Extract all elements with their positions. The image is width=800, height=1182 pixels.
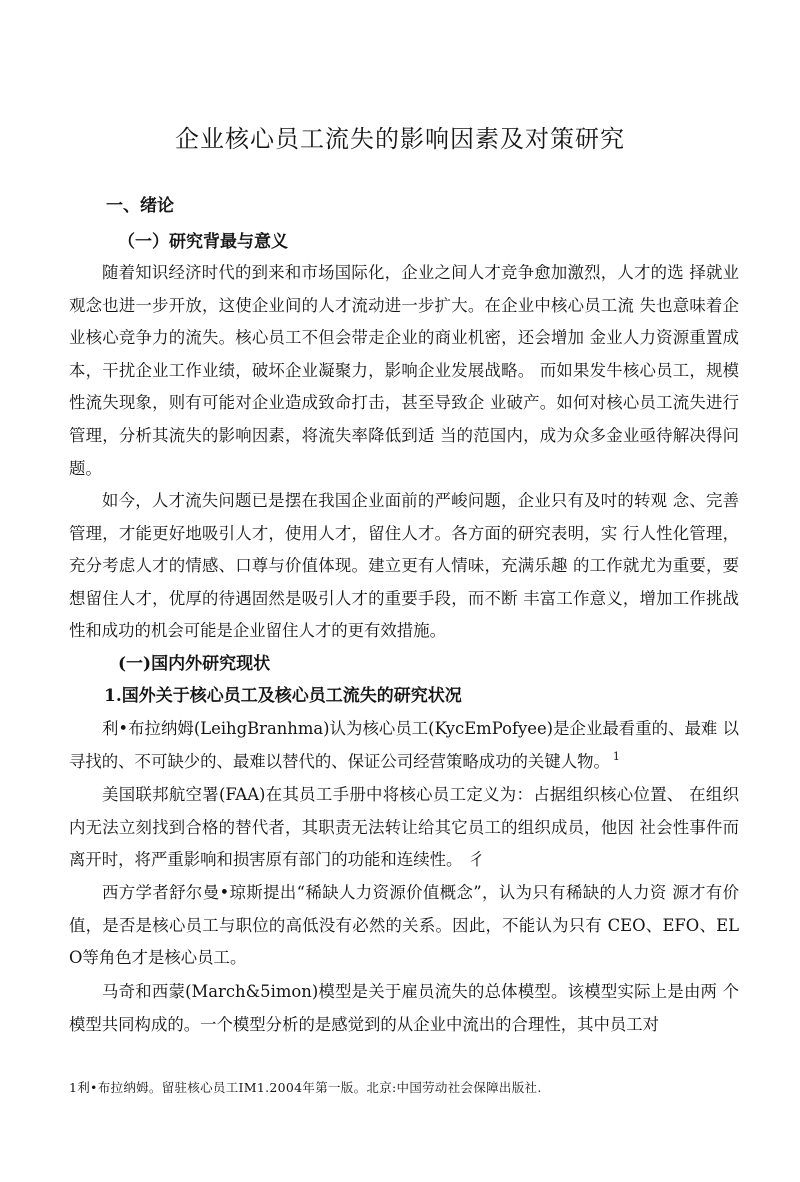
paragraph-march-simon: 马奇和西蒙(March&5imon)模型是关于雇员流失的总体模型。该模型实际上是由两 个模型共同构成的。一个模型分析的是感觉到的从企业中流出的合理性，其中员工对 [69,982,739,1034]
footnote-reference: 1 [612,750,620,764]
paragraph-branham-definition [69,713,739,778]
subsubsection-heading-foreign-research: 1.国外关于核心员工及核心员工流失的研究状况 [104,686,462,706]
footnote-reference: 彳 [468,850,485,870]
paragraph-text: 利•布拉纳姆(LeihgBranhma)认为核心员工(KycEmPofyee)是企业最看重的、最难 以寻找的、不可缺少的、最难以替代的、保证公司经营策略成功的关键人物。 [69,719,739,771]
section-heading-introduction: 一、绪论 [106,196,174,216]
paper-title: 企业核心员工流失的影响因素及对策研究 [175,125,625,153]
paragraph-schulman-jones: 西方学者舒尔曼•琼斯提出“稀缺人力资源价值概念”，认为只有稀缺的人力资 源才有价值，是否是核心员工与职位的高低没有必然的关系。因此，不能认为只有 CEO、EFO、ELO等角色才是核心员工。 [69,883,739,968]
footnote: 1利•布拉纳姆。留驻核心员工IM1.2004年第一版。北京:中国劳动社会保障出版社. [69,1080,542,1095]
paragraph-background-1: 随着知识经济时代的到来和市场国际化，企业之间人才竞争愈加激烈，人才的选 择就业观念也进一步开放，这使企业间的人才流动进一步扩大。在企业中核心员工流 失也意味着企业核心竞争力的流失。核心员工不但会带走企业的商业机密，还会增加 金业人力资源重置成本，干扰企业工作业绩，破坏企业凝聚力，影响企业发展战略。 而如果发牛核心员工，规模性流失现象，则有可能对企业造成致命打击，甚至导致企 业破产。如何对核心员工流失进行管理，分析其流失的影响因素，将流失率降低到适 当的范国内，成为众多金业亟待解决得问题。 [69,263,739,478]
subsection-heading-background: （一）研究背最与意义 [118,232,288,252]
paragraph-background-2: 如今，人才流失问题已是摆在我国企业面前的严峻问题，企业只有及吋的转观 念、完善管理，才能更好地吸引人才，使用人才，留住人才。各方面的研究表明，实 行人性化管理，充分考虑人才的情感、口尊与价值体现。建立更有人情味，充满乐趣 的工作就尤为重要，要想留住人才，优厚的待遇固然是吸引人才的重要手段，而不断 丰富工作意义，增加工作挑战性和成功的机会可能是企业留住人才的更有效措施。 [69,491,739,641]
paragraph-faa-definition [69,779,739,877]
subsection-heading-research-status: (一)国内外研究现状 [118,654,271,674]
paragraph-text: 美国联邦航空署(FAA)在其员工手册中将核心员工定义为：占据组织核心位置、 在组织内无法立刻找到合格的替代者，其职责无法转让给其它员工的组织成员，他因 社会性事件而离开时，将严重影响和损害原有部门的功能和连续性。 [69,785,739,870]
